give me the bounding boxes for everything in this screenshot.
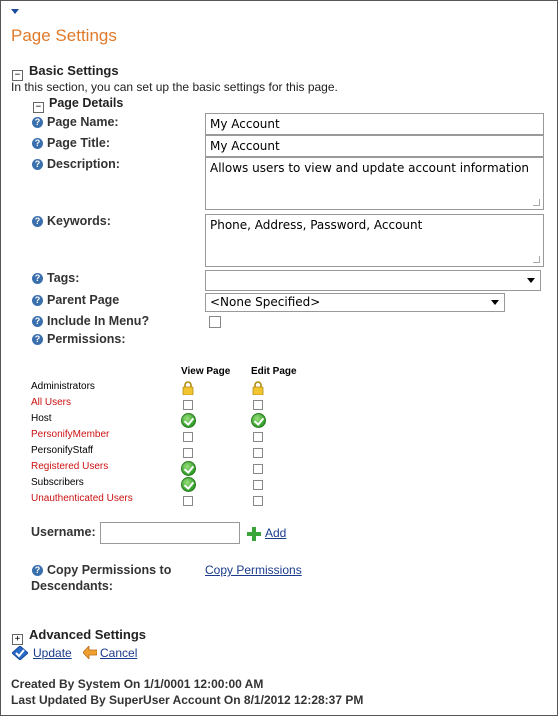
keywords-label: Keywords: [47, 214, 111, 228]
copy-permissions-link[interactable]: Copy Permissions [205, 563, 302, 577]
help-icon[interactable]: ? [32, 334, 43, 345]
check-icon[interactable] [181, 477, 196, 492]
description-textarea[interactable] [205, 157, 544, 210]
role-label: Unauthenticated Users [31, 493, 133, 504]
parent-page-select[interactable] [205, 293, 505, 312]
help-icon[interactable]: ? [32, 565, 43, 576]
parent-page-label: Parent Page [47, 293, 120, 307]
role-label: Registered Users [31, 461, 109, 472]
tags-select[interactable] [205, 270, 541, 291]
check-icon[interactable] [251, 413, 266, 428]
collapse-arrow-icon[interactable] [11, 9, 19, 14]
edit-permission-checkbox[interactable] [253, 464, 263, 474]
edit-permission-checkbox[interactable] [253, 448, 263, 458]
resize-grip-icon[interactable] [533, 199, 540, 206]
edit-permission-checkbox[interactable] [253, 432, 263, 442]
permissions-label: Permissions: [47, 332, 126, 346]
keywords-textarea[interactable] [205, 214, 544, 267]
page-name-input[interactable]: My Account [205, 113, 544, 135]
update-icon[interactable] [12, 646, 28, 660]
add-user-link[interactable]: Add [265, 526, 287, 540]
description-text: Allows users to view and update account information [210, 161, 530, 175]
created-info: Created By System On 1/1/0001 12:00:00 AM [11, 677, 264, 691]
basic-settings-description: In this section, you can set up the basic settings for this page. [11, 80, 338, 94]
back-arrow-icon[interactable] [83, 646, 97, 659]
description-label: Description: [47, 157, 120, 171]
add-icon[interactable] [247, 527, 261, 541]
role-label: Host [31, 413, 52, 424]
help-icon[interactable]: ? [32, 117, 43, 128]
copy-permissions-label-line2: Descendants: [31, 579, 113, 593]
check-icon[interactable] [181, 461, 196, 476]
view-permission-checkbox[interactable] [183, 432, 193, 442]
role-label: Administrators [31, 381, 95, 392]
view-permission-checkbox[interactable] [183, 448, 193, 458]
help-icon[interactable]: ? [32, 216, 43, 227]
chevron-down-icon [491, 300, 499, 305]
chevron-down-icon [527, 278, 535, 283]
edit-permission-checkbox[interactable] [253, 480, 263, 490]
page-title-label: Page Title: [47, 136, 110, 150]
copy-permissions-label-line1: Copy Permissions to [47, 563, 172, 577]
view-page-header: View Page [181, 366, 231, 377]
page-title-input[interactable]: My Account [205, 135, 544, 157]
help-icon[interactable]: ? [32, 295, 43, 306]
keywords-text: Phone, Address, Password, Account [210, 218, 423, 232]
lock-icon [182, 381, 194, 395]
edit-permission-checkbox[interactable] [253, 400, 263, 410]
role-label: PersonifyStaff [31, 445, 94, 456]
page-name-label: Page Name: [47, 115, 119, 129]
cancel-link[interactable]: Cancel [100, 646, 138, 660]
page-details-toggle[interactable]: − [33, 102, 44, 113]
parent-page-value: <None Specified> [210, 295, 321, 309]
username-label: Username: [31, 525, 96, 539]
tags-label: Tags: [47, 271, 80, 285]
page-title: Page Settings [11, 26, 117, 45]
page-details-title: Page Details [49, 96, 124, 110]
advanced-settings-toggle[interactable]: + [12, 634, 23, 645]
role-label: All Users [31, 397, 72, 408]
username-input[interactable] [100, 522, 240, 544]
include-in-menu-label: Include In Menu? [47, 314, 150, 328]
role-label: Subscribers [31, 477, 84, 488]
help-icon[interactable]: ? [32, 316, 43, 327]
advanced-settings-title: Advanced Settings [29, 627, 147, 642]
view-permission-checkbox[interactable] [183, 496, 193, 506]
resize-grip-icon[interactable] [533, 256, 540, 263]
edit-page-header: Edit Page [251, 366, 297, 377]
help-icon[interactable]: ? [32, 138, 43, 149]
role-label: PersonifyMember [31, 429, 110, 440]
updated-info: Last Updated By SuperUser Account On 8/1/2012 12:28:37 PM [11, 693, 364, 707]
basic-settings-toggle[interactable]: − [12, 70, 23, 81]
lock-icon [252, 381, 264, 395]
view-permission-checkbox[interactable] [183, 400, 193, 410]
help-icon[interactable]: ? [32, 159, 43, 170]
help-icon[interactable]: ? [32, 273, 43, 284]
edit-permission-checkbox[interactable] [253, 496, 263, 506]
update-link[interactable]: Update [33, 646, 72, 660]
basic-settings-title: Basic Settings [29, 63, 119, 78]
check-icon[interactable] [181, 413, 196, 428]
include-in-menu-checkbox[interactable] [209, 316, 221, 328]
